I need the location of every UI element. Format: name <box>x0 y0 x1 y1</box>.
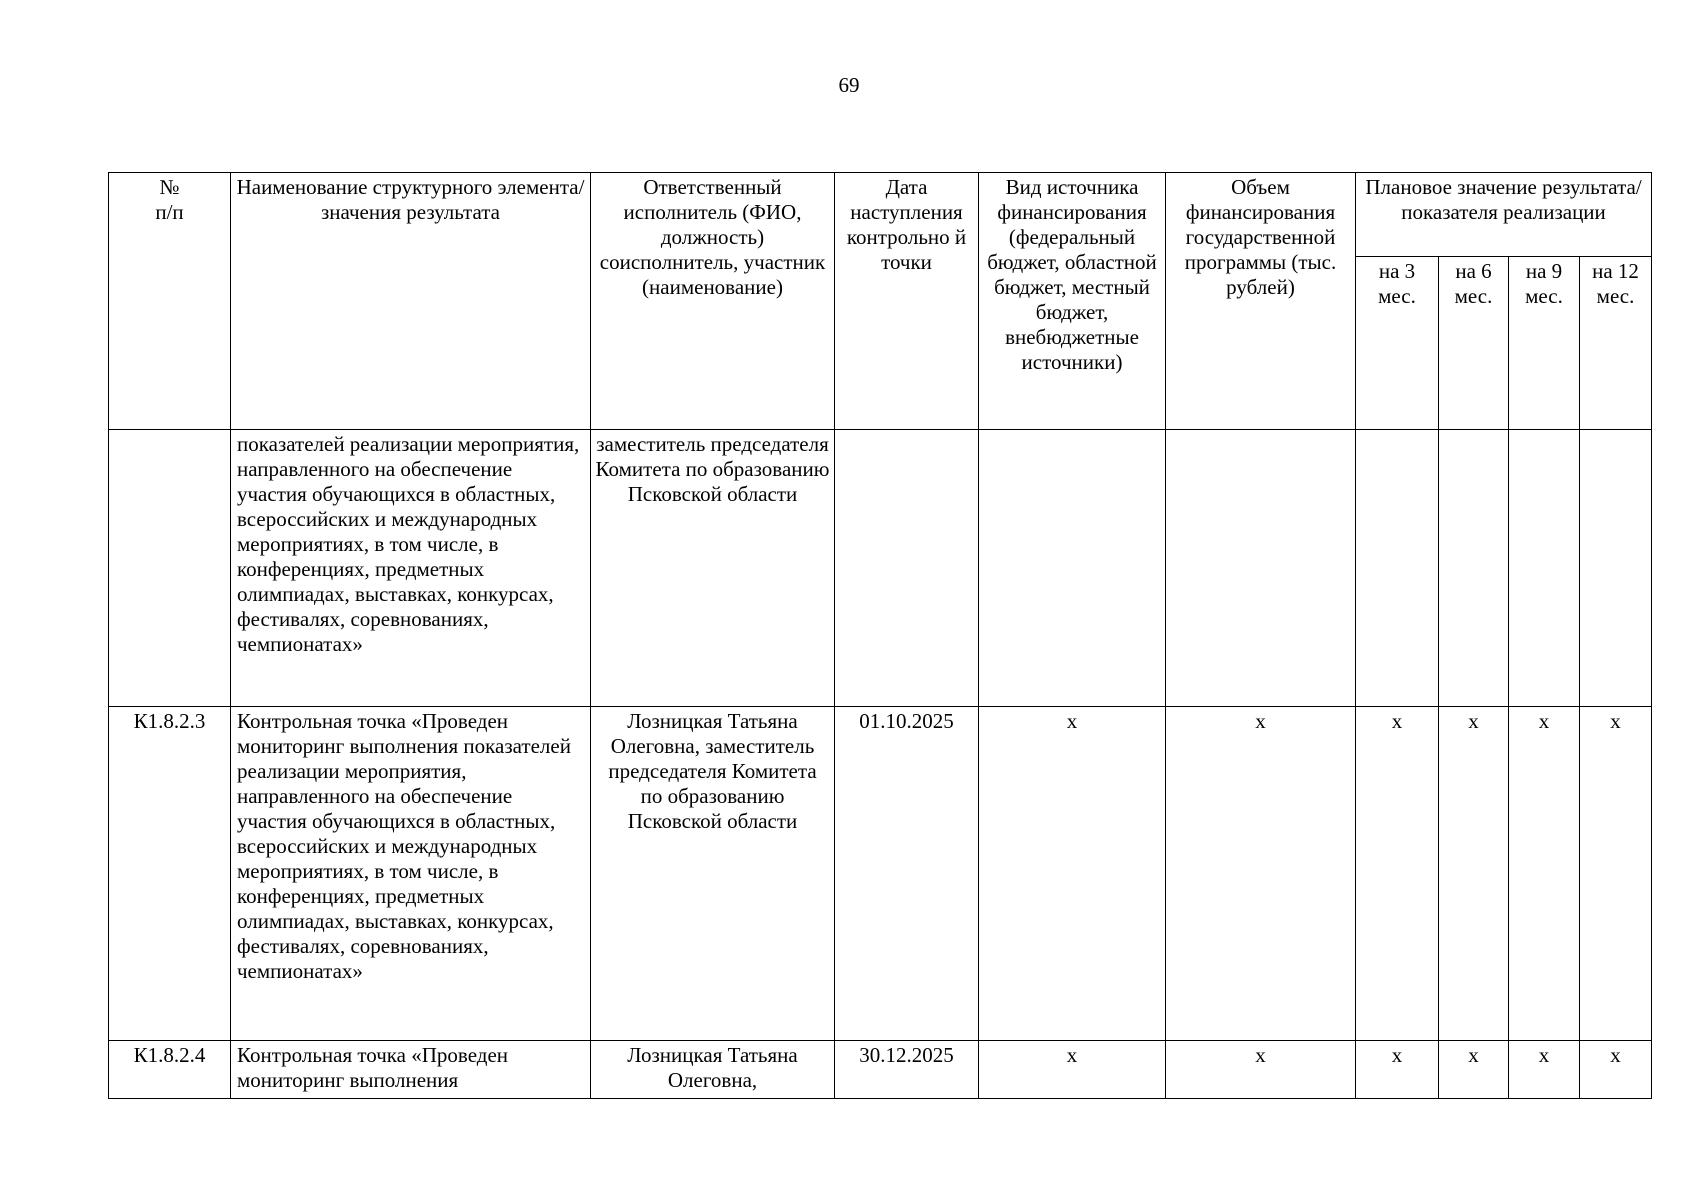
header-3-months: на 3 мес. <box>1356 257 1439 430</box>
row-name: показателей реализации мероприятия, направленного на обеспечение участия обучающихся в областных, всероссийских и международных мероприятиях, в том числе, в конференциях, предметных олимпиадах, выставках, конкурсах, фестивалях, соревнованиях, чемпионатах» <box>231 430 591 707</box>
row-source <box>979 430 1166 707</box>
header-volume: Объем финансирования государственной программы (тыс. рублей) <box>1166 173 1356 430</box>
row-number: К1.8.2.4 <box>109 1041 231 1099</box>
row-date: 01.10.2025 <box>835 707 979 1041</box>
row-date: 30.12.2025 <box>835 1041 979 1099</box>
row-number: К1.8.2.3 <box>109 707 231 1041</box>
table-row <box>109 707 1652 1041</box>
header-number: № п/п <box>109 173 231 430</box>
row-6-months: х <box>1439 1041 1509 1099</box>
row-source: х <box>979 1041 1166 1099</box>
row-name: Контрольная точка «Проведен мониторинг выполнения <box>231 1041 591 1099</box>
row-9-months <box>1509 430 1580 707</box>
row-9-months: х <box>1509 707 1580 1041</box>
row-executor: заместитель председателя Комитета по образованию Псковской области <box>591 430 835 707</box>
header-12-months: на 12 мес. <box>1580 257 1652 430</box>
row-3-months: х <box>1356 1041 1439 1099</box>
header-9-months: на 9 мес. <box>1509 257 1580 430</box>
table-row <box>109 1041 1652 1099</box>
header-executor: Ответственный исполнитель (ФИО, должность) соисполнитель, участник (наименование) <box>591 173 835 430</box>
header-planned-value: Плановое значение результата/показателя реализации <box>1356 173 1652 257</box>
header-6-months: на 6 мес. <box>1439 257 1509 430</box>
row-12-months: х <box>1580 1041 1652 1099</box>
row-source: х <box>979 707 1166 1041</box>
row-6-months <box>1439 430 1509 707</box>
row-3-months: х <box>1356 707 1439 1041</box>
row-volume <box>1166 430 1356 707</box>
row-12-months <box>1580 430 1652 707</box>
page-number: 69 <box>838 73 860 97</box>
row-executor: Лозницкая Татьяна Олеговна, <box>591 1041 835 1099</box>
row-6-months: х <box>1439 707 1509 1041</box>
header-source: Вид источника финансирования (федеральный бюджет, областной бюджет, местный бюджет, внебюджетные источники) <box>979 173 1166 430</box>
row-date <box>835 430 979 707</box>
row-volume: х <box>1166 707 1356 1041</box>
row-name: Контрольная точка «Проведен мониторинг выполнения показателей реализации мероприятия, направленного на обеспечение участия обучающихся в областных, всероссийских и международных мероприятиях, в том числе, в конференциях, предметных олимпиадах, выставках, конкурсах, фестивалях, соревнованиях, чемпионатах» <box>231 707 591 1041</box>
row-9-months: х <box>1509 1041 1580 1099</box>
row-volume: х <box>1166 1041 1356 1099</box>
row-number <box>109 430 231 707</box>
header-date: Дата наступления контрольно й точки <box>835 173 979 430</box>
table-row <box>109 430 1652 707</box>
row-3-months <box>1356 430 1439 707</box>
row-12-months: х <box>1580 707 1652 1041</box>
control-points-table <box>108 172 1652 1099</box>
row-executor: Лозницкая Татьяна Олеговна, заместитель председателя Комитета по образованию Псковской области <box>591 707 835 1041</box>
header-name: Наименование структурного элемента/ значения результата <box>231 173 591 430</box>
